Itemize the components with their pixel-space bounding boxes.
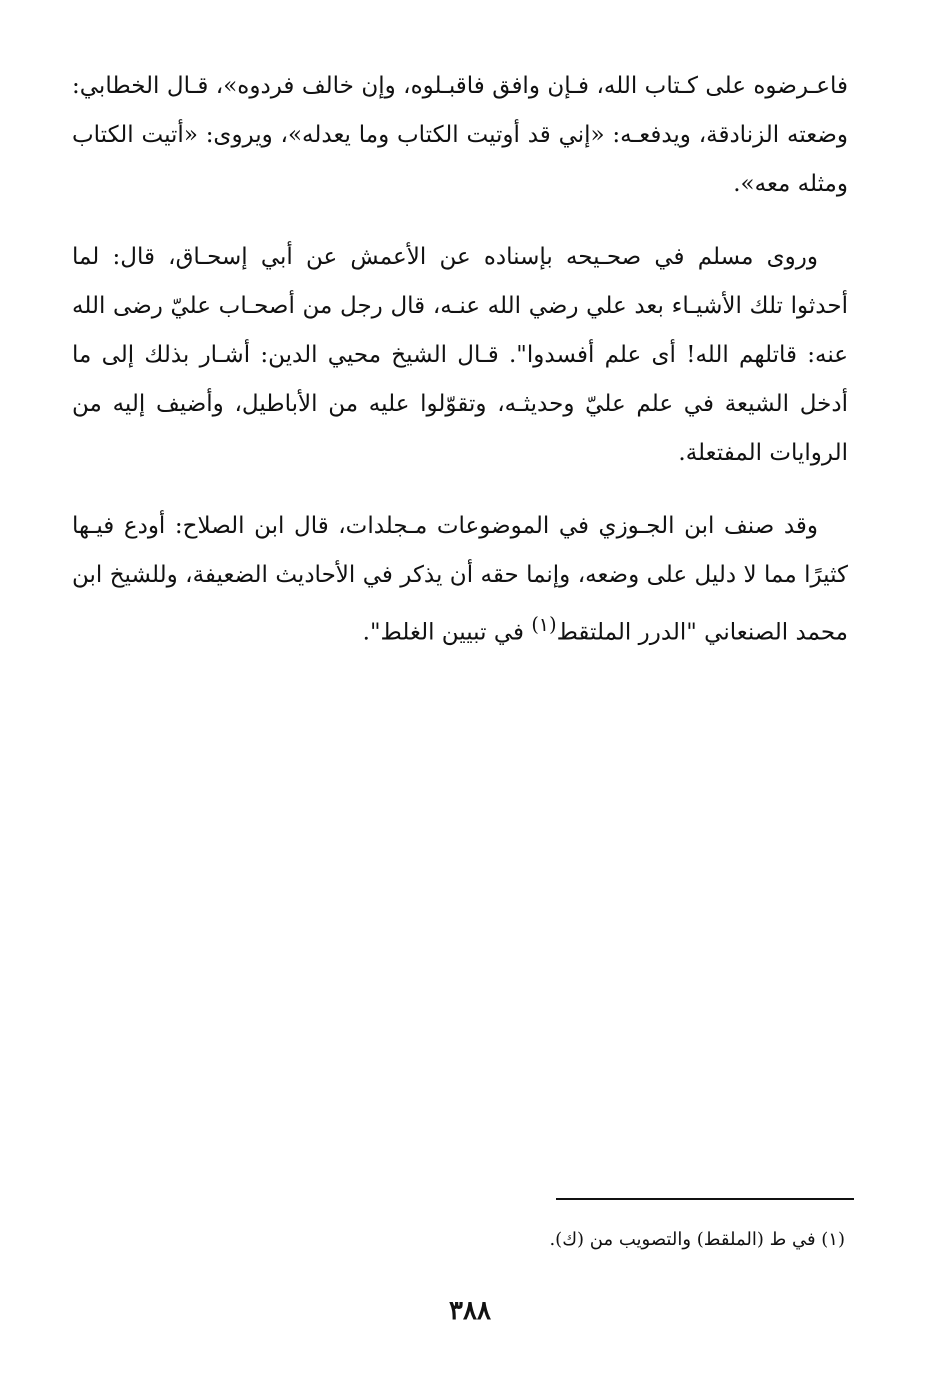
footnote: (١) في ط (الملقط) والتصويب من (ك). xyxy=(549,1229,845,1250)
body-text xyxy=(72,62,848,682)
footnote-marker: (١) xyxy=(531,613,557,636)
paragraph-3-text: وقد صنف ابن الجـوزي في الموضوعات مـجلدات، قال ابن الصلاح: أودع فيـها كثيرًا مما لا دليل على وضعه، وإنما حقه أن يذكر في الأحاديث الضعيفة، وللشيخ ابن محمد الصنعاني "الدرر الملتقط xyxy=(72,513,848,646)
paragraph-1: فاعـرضوه على كـتاب الله، فـإن وافق فاقبـلوه، وإن خالف فردوه»، قـال الخطابي: وضعته الزنادقة، ويدفعـه: «إني قد أوتيت الكتاب وما يعدله»، ويروى: «أتيت الكتاب ومثله معه». xyxy=(72,73,848,197)
paragraph-2: وروى مسلم في صحـيحه بإسناده عن الأعمش عن أبي إسحـاق، قال: لما أحدثوا تلك الأشيـاء بعد علي رضي الله عنـه، قال رجل من أصحـاب عليّ رضى الله عنه: قاتلهم الله! أى علم أفسدوا". قـال الشيخ محيي الدين: أشـار بذلك إلى ما أدخل الشيعة في علم عليّ وحديثـه، وتقوّلوا عليه من الأباطيل، وأضيف إليه من الروايات المفتعلة. xyxy=(72,244,848,466)
page-number: ٣٨٨ xyxy=(449,1296,491,1326)
paragraph-3-text-after: في تبيين الغلط". xyxy=(362,619,532,646)
footnote-separator xyxy=(556,1198,854,1200)
paragraph-3 xyxy=(72,502,848,658)
